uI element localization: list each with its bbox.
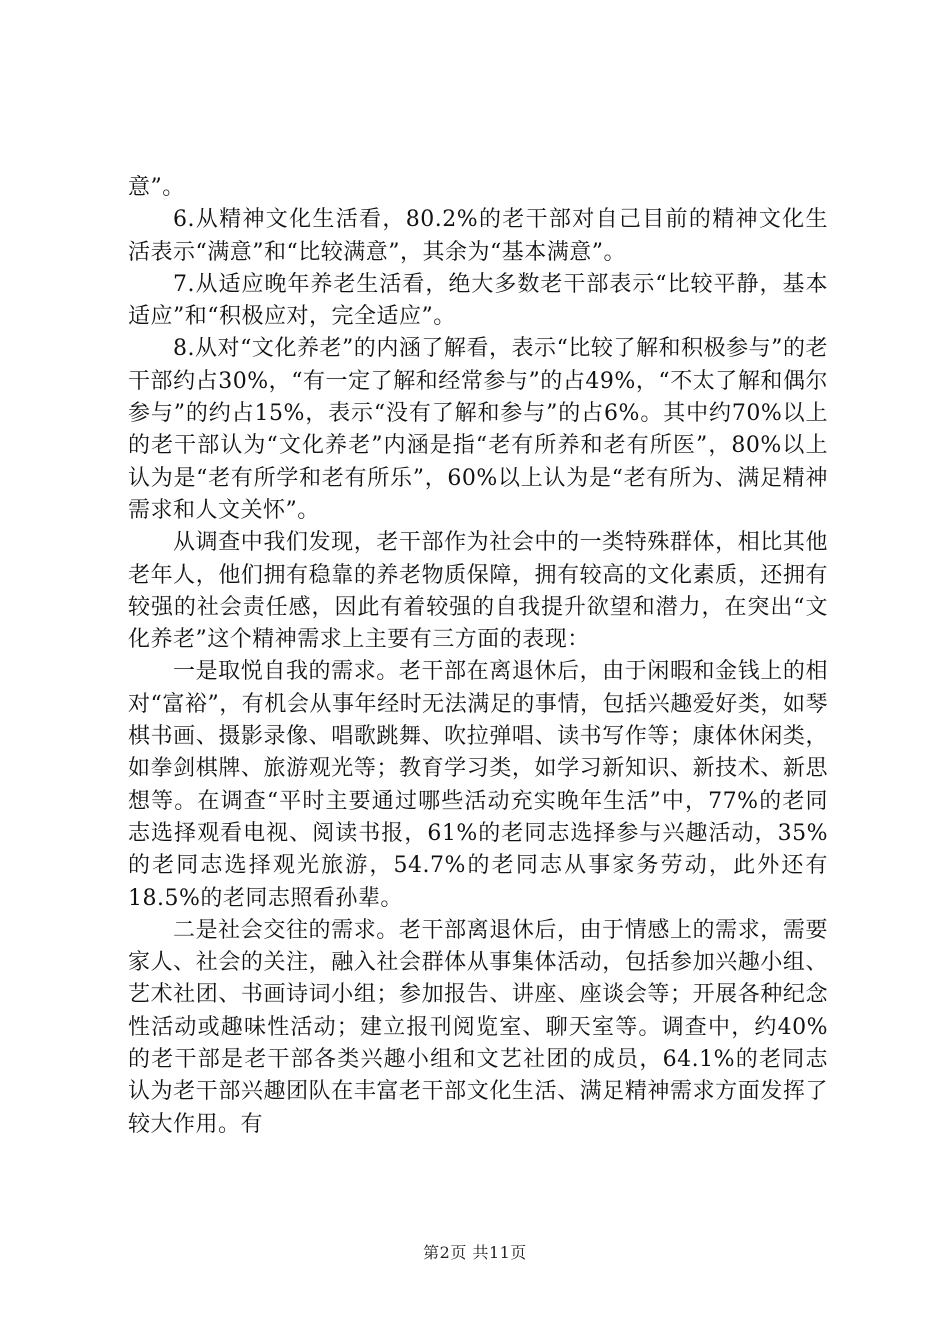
paragraph-item-7: 7.从适应晚年养老生活看，绝大多数老干部表示“比较平静，基本适应”和“积极应对，完全适应”。 <box>128 271 828 330</box>
paragraph-need-two: 二是社会交往的需求。老干部离退休后，由于情感上的需求，需要家人、社会的关注，融入社会群体从事集体活动，包括参加兴趣小组、艺术社团、书画诗词小组；参加报告、讲座、座谈会等；开展各种纪念性活动或趣味性活动；建立报刊阅览室、聊天室等。调查中，约40%的老干部是老干部各类兴趣小组和文艺社团的成员，64.1%的老同志认为老干部兴趣团队在丰富老干部文化生活、满足精神需求方面发挥了较大作用。有 <box>128 917 828 1137</box>
page-number: 第2页 共11页 <box>423 1243 527 1262</box>
paragraph-item-8: 8.从对“文化养老”的内涵了解看，表示“比较了解和积极参与”的老干部约占30%，“有一定了解和经常参与”的占49%，“不太了解和偶尔参与”的约占15%，表示“没有了解和参与”的占6%。其中约70%以上的老干部认为“文化养老”内涵是指“老有所养和老有所医”，80%以上认为是“老有所学和老有所乐”，60%以上认为是“老有所为、满足精神需求和人文关怀”。 <box>128 336 828 523</box>
paragraph-need-one: 一是取悦自我的需求。老干部在离退休后，由于闲暇和金钱上的相对“富裕”，有机会从事年经时无法满足的事情，包括兴趣爱好类，如琴棋书画、摄影录像、唱歌跳舞、吹拉弹唱、读书写作等；康体休闲类，如拳剑棋牌、旅游观光等；教育学习类，如学习新知识、新技术、新思想等。在调查“平时主要通过哪些活动充实晚年生活”中，77%的老同志选择观看电视、阅读书报，61%的老同志选择参与兴趣活动，35%的老同志选择观光旅游，54.7%的老同志从事家务劳动，此外还有18.5%的老同志照看孙辈。 <box>128 659 828 911</box>
document-body <box>128 172 828 1141</box>
paragraph-findings: 从调查中我们发现，老干部作为社会中的一类特殊群体，相比其他老年人，他们拥有稳靠的养老物质保障，拥有较高的文化素质，还拥有较强的社会责任感，因此有着较强的自我提升欲望和潜力，在突出“文化养老”这个精神需求上主要有三方面的表现： <box>128 530 828 653</box>
page-footer <box>0 1243 950 1263</box>
paragraph-item-6: 6.从精神文化生活看，80.2%的老干部对自己目前的精神文化生活表示“满意”和“比较满意”，其余为“基本满意”。 <box>128 207 828 265</box>
paragraph-continuation: 意”。 <box>128 175 185 200</box>
